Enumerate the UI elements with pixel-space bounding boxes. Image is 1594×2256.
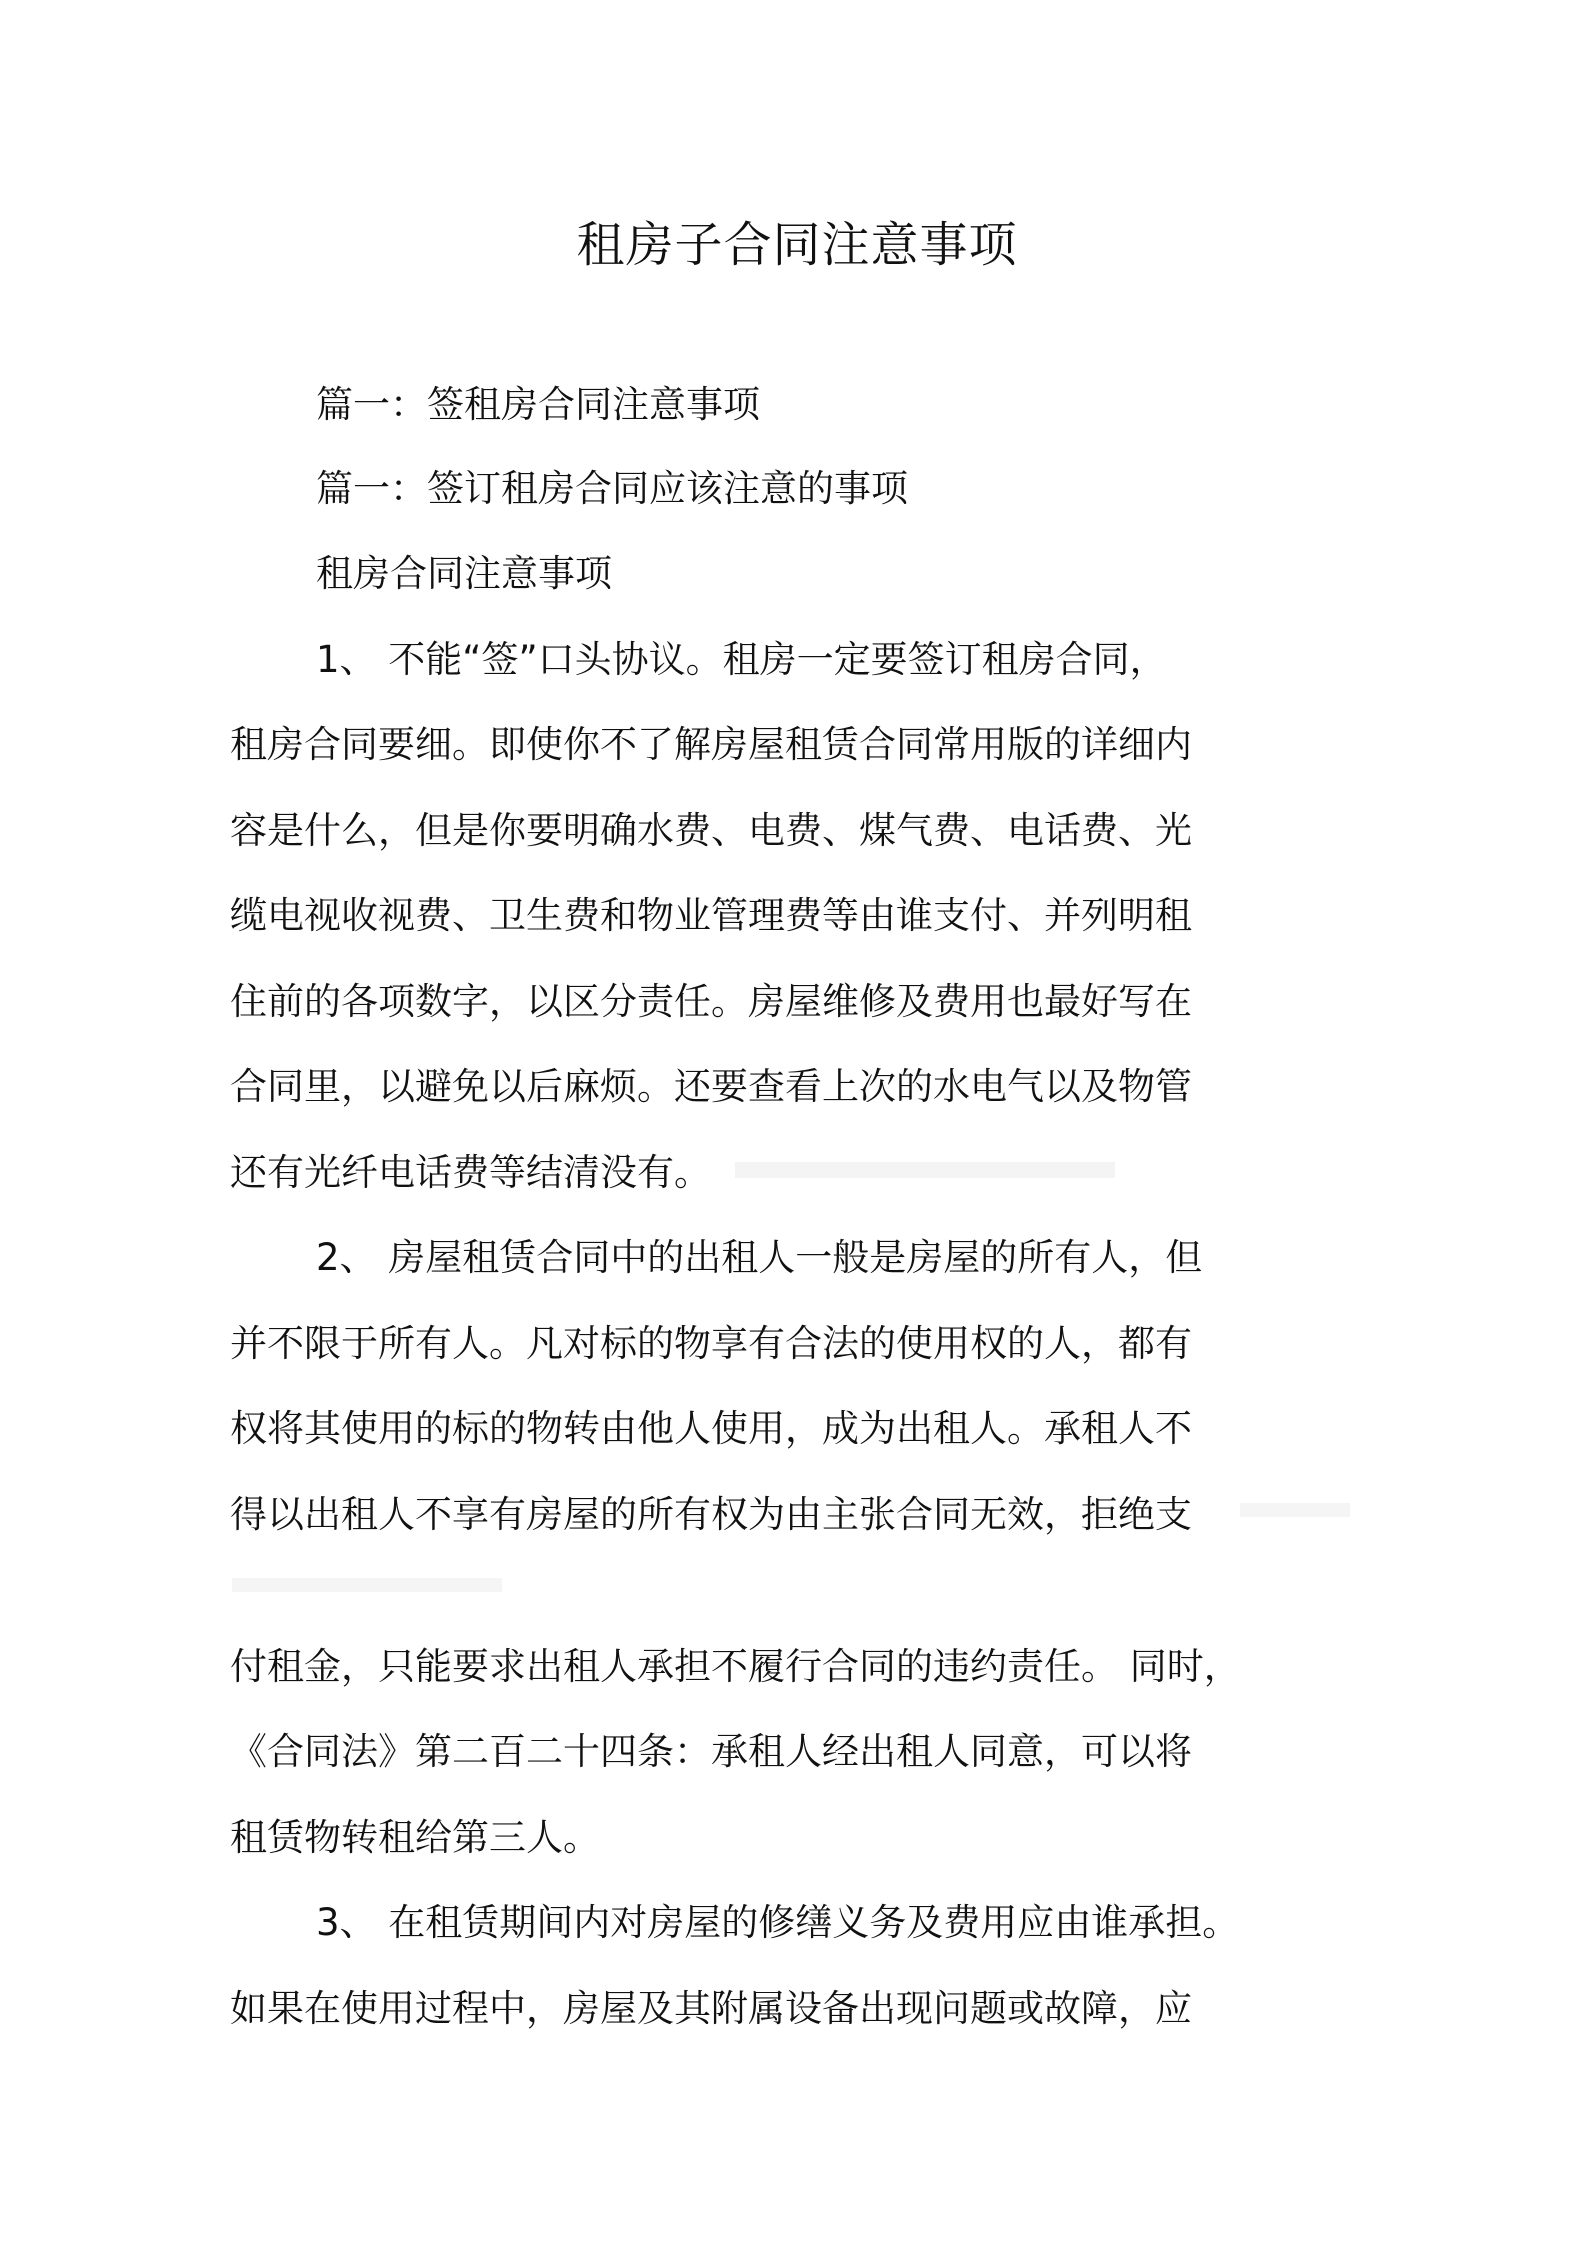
body-line-5: 住前的各项数字，以区分责任。房屋维修及费用也最好写在 xyxy=(230,980,1192,1023)
section-heading-1: 篇一：签租房合同注意事项 xyxy=(316,383,760,426)
body-line-10: 权将其使用的标的物转由他人使用，成为出租人。承租人不 xyxy=(230,1407,1192,1450)
body-line-13: 《合同法》第二百二十四条：承租人经出租人同意，可以将 xyxy=(230,1730,1192,1773)
body-line-7: 还有光纤电话费等结清没有。 xyxy=(230,1151,711,1194)
section-heading-2: 篇一：签订租房合同应该注意的事项 xyxy=(316,467,908,510)
body-line-8: 2、 房屋租赁合同中的出租人一般是房屋的所有人，但 xyxy=(316,1236,1203,1279)
body-line-6: 合同里，以避免以后麻烦。还要查看上次的水电气以及物管 xyxy=(230,1065,1192,1108)
sub-heading: 租房合同注意事项 xyxy=(316,552,612,595)
body-line-16: 如果在使用过程中，房屋及其附属设备出现问题或故障，应 xyxy=(230,1987,1192,2030)
faint-watermark-1 xyxy=(735,1162,1115,1178)
body-line-12: 付租金，只能要求出租人承担不履行合同的违约责任。 同时， xyxy=(230,1645,1241,1688)
body-line-11: 得以出租人不享有房屋的所有权为由主张合同无效，拒绝支 xyxy=(230,1493,1192,1536)
faint-watermark-2 xyxy=(1240,1503,1350,1517)
body-line-9: 并不限于所有人。凡对标的物享有合法的使用权的人，都有 xyxy=(230,1322,1192,1365)
body-line-3: 容是什么，但是你要明确水费、电费、煤气费、电话费、光 xyxy=(230,809,1192,852)
body-line-2: 租房合同要细。即使你不了解房屋租赁合同常用版的详细内 xyxy=(230,723,1192,766)
body-line-1: 1、 不能“签”口头协议。租房一定要签订租房合同， xyxy=(316,638,1167,681)
faint-watermark-3 xyxy=(232,1578,502,1592)
body-line-4: 缆电视收视费、卫生费和物业管理费等由谁支付、并列明租 xyxy=(230,894,1192,937)
body-line-14: 租赁物转租给第三人。 xyxy=(230,1816,600,1859)
document-title: 租房子合同注意事项 xyxy=(576,217,1018,273)
body-line-15: 3、 在租赁期间内对房屋的修缮义务及费用应由谁承担。 xyxy=(316,1901,1240,1944)
